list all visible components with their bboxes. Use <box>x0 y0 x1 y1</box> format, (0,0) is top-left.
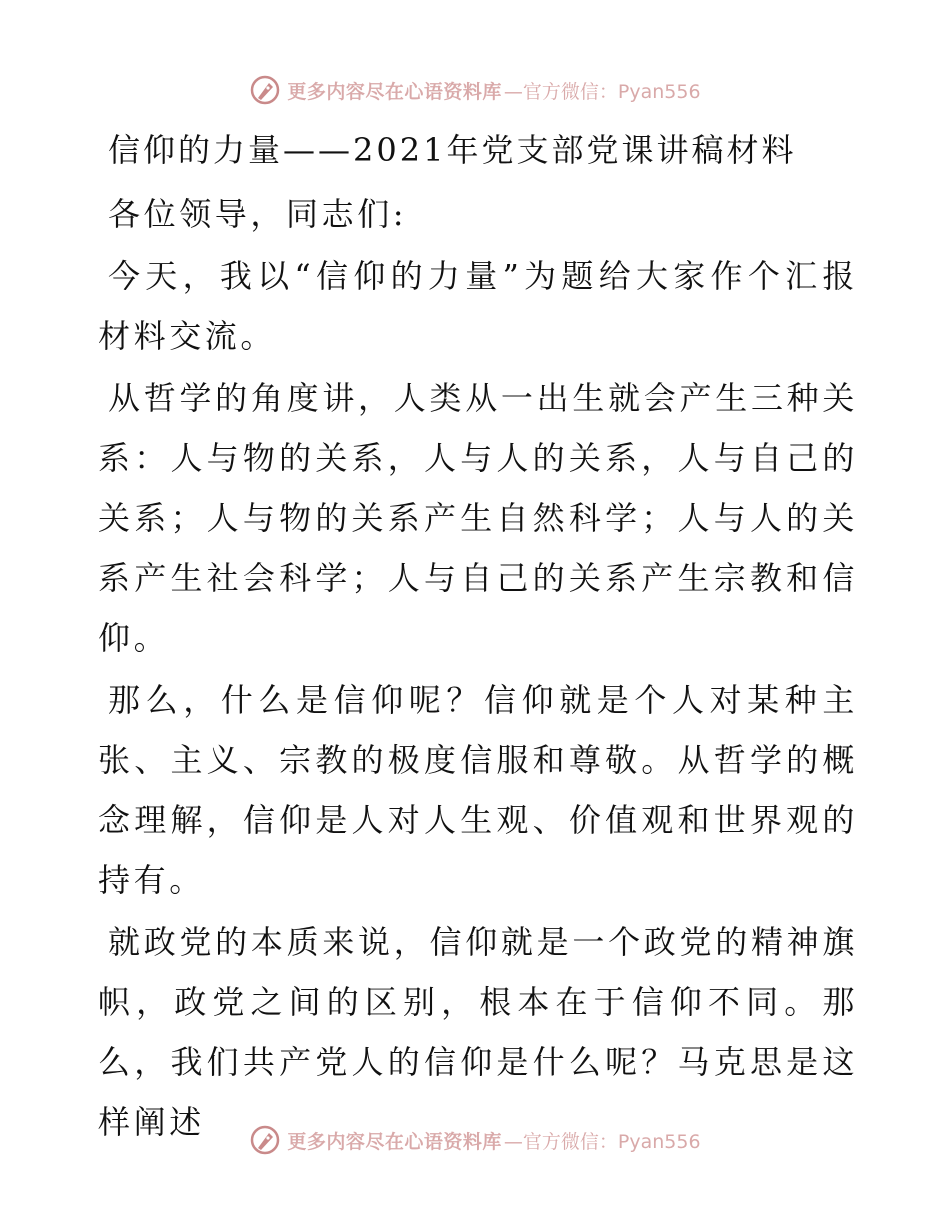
watermark-brand: 更多内容尽在心语资料库 <box>287 1130 502 1153</box>
watermark-contact: —官方微信：Pyan556 <box>503 1130 701 1153</box>
document-title: 信仰的力量——2021年党支部党课讲稿材料 <box>108 131 797 169</box>
paragraph-definition: 那么，什么是信仰呢？信仰就是个人对某种主张、主义、宗教的极度信服和尊敬。从哲学的概念理解，信仰是人对人生观、价值观和世界观的持有。 <box>98 681 858 899</box>
header-watermark <box>0 70 950 110</box>
paragraph-greeting: 各位领导，同志们: <box>108 195 408 233</box>
pen-nib-circle-icon <box>249 74 281 106</box>
paragraph-intro: 今天，我以“信仰的力量”为题给大家作个汇报材料交流。 <box>98 257 858 355</box>
pen-nib-circle-icon <box>249 1124 281 1156</box>
footer-watermark <box>0 1120 950 1160</box>
paragraph-party-faith: 就政党的本质来说，信仰就是一个政党的精神旗帜，政党之间的区别，根本在于信仰不同。那么，我们共产党人的信仰是什么呢？马克思是这样阐述 <box>98 923 858 1141</box>
watermark-contact: —官方微信：Pyan556 <box>503 80 701 103</box>
paragraph-philosophy: 从哲学的角度讲，人类从一出生就会产生三种关系：人与物的关系，人与人的关系，人与自己的关系；人与物的关系产生自然科学；人与人的关系产生社会科学；人与自己的关系产生宗教和信仰。 <box>98 379 858 657</box>
watermark-brand: 更多内容尽在心语资料库 <box>287 80 502 103</box>
document-body <box>98 122 858 1154</box>
